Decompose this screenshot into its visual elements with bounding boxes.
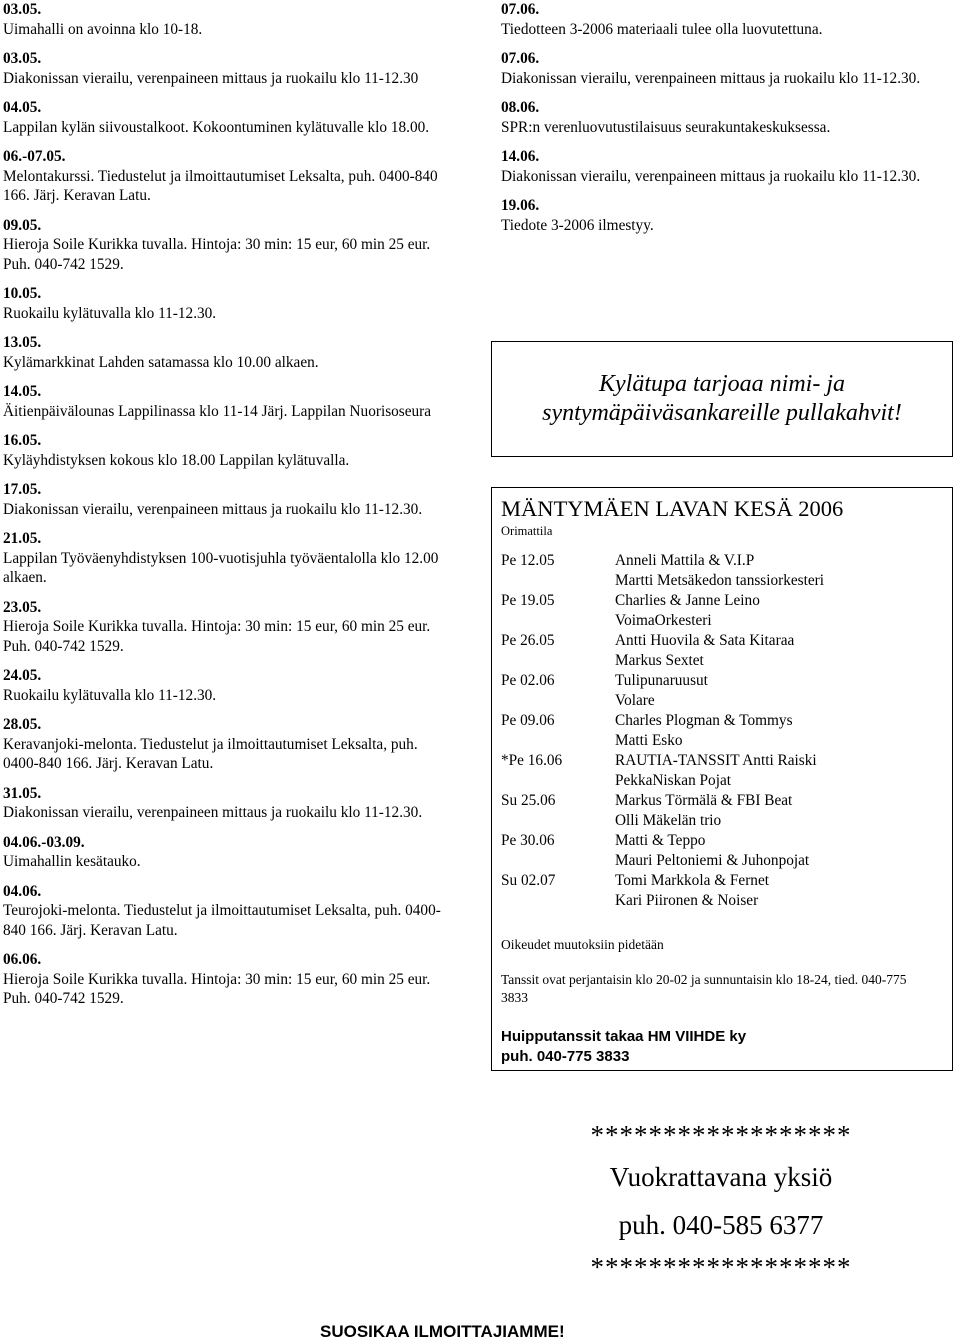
kylatupa-line2: syntymäpäiväsankareille pullakahvit! [542, 400, 902, 426]
rent-stars-bottom: ****************** [590, 1252, 852, 1282]
event-entry [3, 784, 453, 823]
event-date: 17.05. [3, 481, 42, 498]
event-entry [3, 598, 453, 657]
event-date: 10.05. [3, 285, 42, 302]
lava-act: RAUTIA-TANSSIT Antti Raiski [615, 752, 817, 769]
lava-date [501, 731, 615, 751]
event-entry [501, 98, 956, 137]
lava-row [501, 711, 952, 731]
lava-row [501, 591, 952, 611]
event-date: 31.05. [3, 784, 42, 802]
kylatupa-box [491, 341, 953, 457]
lava-act: Charles Plogman & Tommys [615, 712, 793, 729]
event-entry [3, 529, 453, 588]
event-entry [501, 0, 956, 39]
event-date: 28.05. [3, 716, 42, 733]
lava-date: Pe 19.05 [501, 592, 555, 609]
event-text: Diakonissan vierailu, verenpaineen mittaus ja ruokailu klo 11-12.30. [3, 804, 423, 821]
event-text: Tiedote 3-2006 ilmestyy. [501, 216, 654, 234]
rent-title: Vuokrattavana yksiö [609, 1162, 833, 1192]
event-date: 06.06. [3, 951, 42, 968]
event-date: 03.05. [3, 50, 42, 67]
event-date: 23.05. [3, 598, 42, 616]
lava-act: Charlies & Janne Leino [615, 592, 760, 609]
event-text: Ruokailu kylätuvalla klo 11-12.30. [3, 686, 217, 704]
event-text: Äitienpäivälounas Lappilinassa klo 11-14 Järj. Lappilan Nuorisoseura [3, 402, 432, 420]
event-date: 13.05. [3, 334, 42, 351]
event-entry [3, 0, 453, 39]
lava-date: Pe 12.05 [501, 552, 555, 569]
lava-list [501, 551, 952, 911]
event-date: 09.05. [3, 216, 42, 234]
lava-row [501, 831, 952, 851]
event-entry [3, 833, 453, 872]
lava-date: Pe 30.06 [501, 832, 555, 849]
event-entry [3, 950, 453, 1009]
lava-row [501, 891, 952, 911]
lava-times: Tanssit ovat perjantaisin klo 20-02 ja sunnuntaisin klo 18-24, tied. 040-775 3833 [501, 972, 907, 1005]
lava-title: MÄNTYMÄEN LAVAN KESÄ 2006 [501, 496, 844, 521]
event-text: Kyläyhdistyksen kokous klo 18.00 Lappilan kylätuvalla. [3, 451, 350, 469]
rent-stars-top: ****************** [590, 1120, 852, 1150]
lava-row [501, 671, 952, 691]
lava-footer-line1: Huipputanssit takaa HM VIIHDE ky [501, 1028, 747, 1045]
lava-date: *Pe 16.06 [501, 752, 563, 769]
event-text: Lappilan kylän siivoustalkoot. Kokoontuminen kylätuvalle klo 18.00. [3, 118, 430, 136]
lava-date [501, 611, 615, 631]
lava-date [501, 571, 615, 591]
event-date: 04.05. [3, 99, 42, 116]
event-date: 24.05. [3, 667, 42, 684]
lava-act: Matti & Teppo [615, 832, 706, 849]
event-entry [3, 98, 453, 137]
lava-row [501, 631, 952, 651]
lava-row [501, 611, 952, 631]
lava-date [501, 771, 615, 791]
event-entry [3, 49, 453, 88]
event-text: Hieroja Soile Kurikka tuvalla. Hintoja: 30 min: 15 eur, 60 min 25 eur. Puh. 040-742 1529. [3, 970, 431, 1007]
lava-act: VoimaOrkesteri [615, 612, 712, 629]
event-text: Ruokailu kylätuvalla klo 11-12.30. [3, 304, 217, 322]
event-text: Melontakurssi. Tiedustelut ja ilmoittautumiset Leksalta, puh. 0400-840 166. Järj. Keravan Latu. [3, 167, 438, 204]
lava-date: Pe 09.06 [501, 712, 555, 729]
event-entry [501, 49, 956, 88]
event-text: Diakonissan vierailu, verenpaineen mittaus ja ruokailu klo 11-12.30. [3, 500, 423, 518]
lava-row [501, 851, 952, 871]
event-date: 04.06. [3, 882, 42, 900]
event-text: Diakonissan vierailu, verenpaineen mittaus ja ruokailu klo 11-12.30. [501, 69, 921, 87]
lava-row [501, 551, 952, 571]
lava-date: Su 25.06 [501, 792, 556, 809]
event-text: Diakonissan vierailu, verenpaineen mittaus ja ruokailu klo 11-12.30. [501, 167, 921, 185]
event-date: 07.06. [501, 50, 540, 67]
lava-subtitle: Orimattila [501, 524, 553, 538]
lava-schedule-box [491, 487, 953, 1071]
event-text: Kylämarkkinat Lahden satamassa klo 10.00 alkaen. [3, 353, 319, 371]
event-entry [3, 666, 453, 705]
event-text: Hieroja Soile Kurikka tuvalla. Hintoja: 30 min: 15 eur, 60 min 25 eur. Puh. 040-742 1529. [3, 236, 431, 273]
lava-act: Anneli Mattila & V.I.P [615, 552, 755, 569]
rent-ad [490, 1120, 952, 1282]
lava-date [501, 811, 615, 831]
event-text: Uimahalli on avoinna klo 10-18. [3, 20, 203, 38]
event-date: 06.-07.05. [3, 148, 66, 165]
kylatupa-text [542, 370, 902, 428]
event-text: Lappilan Työväenyhdistyksen 100-vuotisjuhla työväentalolla klo 12.00 alkaen. [3, 549, 439, 586]
lava-date: Su 02.07 [501, 872, 556, 889]
lava-act: Tulipunaruusut [615, 672, 708, 689]
event-date: 03.05. [3, 1, 42, 18]
event-date: 16.05. [3, 432, 42, 449]
event-date: 19.06. [501, 197, 540, 214]
event-entry [3, 284, 453, 323]
event-entry [501, 147, 956, 186]
event-date: 04.06.-03.09. [3, 833, 85, 851]
lava-date: Pe 02.06 [501, 672, 555, 689]
lava-act: Olli Mäkelän trio [615, 812, 722, 829]
lava-act: Markus Sextet [615, 652, 704, 669]
event-date: 07.06. [501, 1, 540, 18]
lava-note: Oikeudet muutoksiin pidetään [501, 937, 664, 952]
lava-date [501, 691, 615, 711]
lava-date [501, 651, 615, 671]
footer-slogan: SUOSIKAA ILMOITTAJIAMME! [320, 1322, 565, 1341]
lava-row [501, 871, 952, 891]
lava-date: Pe 26.05 [501, 632, 555, 649]
lava-date [501, 851, 615, 871]
event-text: Hieroja Soile Kurikka tuvalla. Hintoja: 30 min: 15 eur, 60 min 25 eur. Puh. 040-742 1529. [3, 618, 431, 655]
event-entry [3, 216, 453, 275]
event-text: Keravanjoki-melonta. Tiedustelut ja ilmoittautumiset Leksalta, puh. 0400-840 166. Järj. Keravan Latu. [3, 735, 418, 772]
lava-act: Matti Esko [615, 732, 683, 749]
event-entry [3, 147, 453, 206]
event-entry [501, 196, 956, 235]
event-entry [3, 333, 453, 372]
event-entry [3, 882, 453, 941]
event-entry [3, 431, 453, 470]
lava-row [501, 651, 952, 671]
lava-row [501, 731, 952, 751]
event-text: Tiedotteen 3-2006 materiaali tulee olla luovutettuna. [501, 20, 823, 38]
kylatupa-line1: Kylätupa tarjoaa nimi- ja [599, 371, 845, 397]
lava-act: Markus Törmälä & FBI Beat [615, 792, 793, 809]
event-entry [3, 715, 453, 774]
lava-act: Martti Metsäkedon tanssiorkesteri [615, 572, 825, 589]
left-column [3, 0, 453, 1019]
event-date: 14.05. [3, 383, 42, 400]
lava-act: PekkaNiskan Pojat [615, 772, 731, 789]
lava-act: Volare [615, 692, 655, 709]
lava-act: Tomi Markkola & Fernet [615, 872, 769, 889]
lava-row [501, 811, 952, 831]
lava-row [501, 691, 952, 711]
event-date: 08.06. [501, 99, 540, 116]
event-text: Diakonissan vierailu, verenpaineen mittaus ja ruokailu klo 11-12.30 [3, 69, 419, 87]
event-date: 14.06. [501, 148, 540, 165]
lava-act: Kari Piironen & Noiser [615, 892, 759, 909]
lava-footer [501, 1027, 952, 1067]
lava-row [501, 791, 952, 811]
lava-date [501, 891, 615, 911]
lava-row [501, 571, 952, 591]
lava-footer-line2: puh. 040-775 3833 [501, 1048, 630, 1065]
right-column [501, 0, 956, 245]
lava-act: Antti Huovila & Sata Kitaraa [615, 632, 795, 649]
event-text: Teurojoki-melonta. Tiedustelut ja ilmoittautumiset Leksalta, puh. 0400-840 166. Järj. Keravan Latu. [3, 902, 441, 939]
event-date: 21.05. [3, 530, 42, 547]
lava-row [501, 751, 952, 771]
event-entry [3, 480, 453, 519]
event-text: Uimahallin kesätauko. [3, 853, 141, 870]
lava-act: Mauri Peltoniemi & Juhonpojat [615, 852, 810, 869]
rent-phone: puh. 040-585 6377 [618, 1210, 824, 1240]
event-text: SPR:n verenluovutustilaisuus seurakuntakeskuksessa. [501, 118, 831, 136]
event-entry [3, 382, 453, 421]
lava-row [501, 771, 952, 791]
